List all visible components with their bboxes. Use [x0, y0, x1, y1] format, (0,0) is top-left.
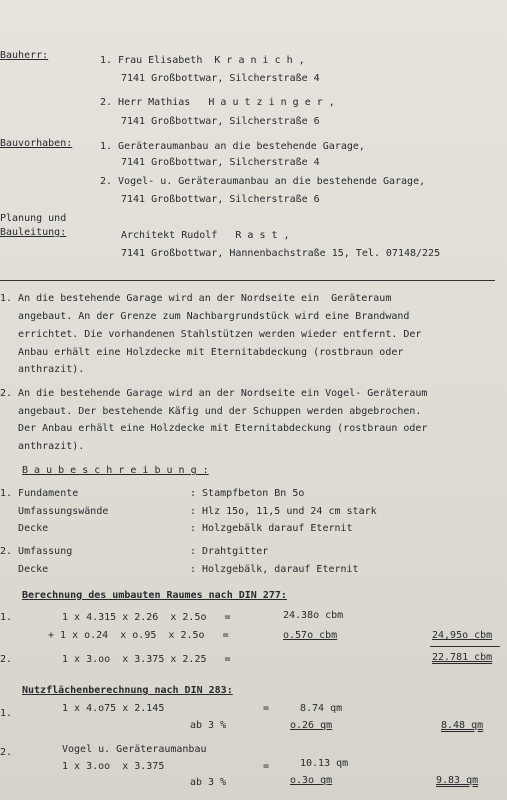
spec-label: Umfassungswände — [0, 506, 109, 517]
bauvorhaben-1: 1. Geräteraumanbau an die bestehende Garage, — [100, 141, 365, 152]
bauvorhaben-2: 2. Vogel- u. Geräteraumanbau an die bestehende Garage, — [100, 176, 426, 187]
bauvorhaben-1-address: 7141 Großbottwar, Silcherstraße 4 — [121, 157, 320, 168]
baubeschreibung-title: B a u b e s c h r e i b u n g : — [22, 465, 209, 476]
paragraph-2-line: Der Anbau erhält eine Holzdecke mit Eternitabdeckung (rostbraun oder — [0, 423, 428, 434]
berechnung-formula: 1 x 4.315 x 2.26 x 2.5o = — [62, 612, 231, 623]
architect-address: 7141 Großbottwar, Hannenbachstraße 15, Tel. 07148/225 — [121, 248, 441, 259]
planung-label: Planung und — [0, 213, 67, 224]
nutzflaeche-description: Vogel u. Geräteraumanbau — [62, 744, 207, 755]
spec-label: Decke — [0, 523, 49, 534]
berechnung-title: Berechnung des umbauten Raumes nach DIN 277: — [22, 590, 287, 601]
paragraph-1-line: anthrazit). — [0, 364, 85, 375]
architect-name: Architekt Rudolf R a s t , — [121, 230, 290, 241]
berechnung-formula: + 1 x o.24 x o.95 x 2.5o = — [48, 630, 229, 641]
nutzflaeche-deduction: o.3o qm — [290, 775, 333, 786]
berechnung-total: 24,95o cbm — [432, 630, 493, 641]
section-divider — [0, 280, 495, 281]
nutzflaeche-formula: 1 x 4.o75 x 2.145 — [62, 703, 165, 714]
paragraph-1-line: angebaut. An der Grenze zum Nachbargrundstück wird eine Brandwand — [0, 311, 410, 322]
berechnung-value: 24.38o cbm — [283, 610, 344, 621]
berechnung-formula: 1 x 3.oo x 3.375 x 2.25 = — [62, 654, 231, 665]
bauleitung-label: Bauleitung: — [0, 227, 67, 238]
nutzflaeche-value: 8.74 qm — [300, 703, 343, 714]
spec-value: : Drahtgitter — [190, 546, 269, 557]
spec-label: Decke — [0, 564, 49, 575]
nutzflaeche-total: 8.48 qm — [441, 720, 484, 731]
spec-value: : Holzgebälk, darauf Eternit — [190, 564, 359, 575]
bauherr-1-name: 1. Frau Elisabeth K r a n i c h , — [100, 55, 305, 66]
bauvorhaben-label: Bauvorhaben: — [0, 138, 73, 149]
nutzflaeche-title: Nutzflächenberechnung nach DIN 283: — [22, 685, 233, 696]
spec-value: : Holzgebälk darauf Eternit — [190, 523, 353, 534]
berechnung-total: 22.781 cbm — [432, 652, 493, 663]
bauherr-2-name: 2. Herr Mathias H a u t z i n g e r , — [100, 97, 335, 108]
paragraph-1-line: 1. An die bestehende Garage wird an der Nordseite ein Geräteraum — [0, 293, 392, 304]
paragraph-1-line: errichtet. Die vorhandenen Stahlstützen werden wieder entfernt. Der — [0, 329, 422, 340]
nutzflaeche-number: 1. — [0, 708, 13, 719]
spec-value: : Hlz 15o, 11,5 und 24 cm stark — [190, 506, 377, 517]
bauherr-2-address: 7141 Großbottwar, Silcherstraße 6 — [121, 116, 320, 127]
nutzflaeche-formula: 1 x 3.oo x 3.375 — [62, 761, 165, 772]
paragraph-2-line: anthrazit). — [0, 441, 85, 452]
nutzflaeche-equals: = — [263, 703, 270, 714]
spec-label: 1. Fundamente — [0, 488, 79, 499]
nutzflaeche-total: 9.83 qm — [436, 775, 479, 786]
nutzflaeche-number: 2. — [0, 747, 13, 758]
spec-value: : Stampfbeton Bn 5o — [190, 488, 305, 499]
bauherr-1-address: 7141 Großbottwar, Silcherstraße 4 — [121, 73, 320, 84]
paragraph-2-line: angebaut. Der bestehende Käfig und der Schuppen werden abgebrochen. — [0, 406, 422, 417]
berechnung-number: 1. — [0, 612, 13, 623]
nutzflaeche-equals: = — [263, 761, 270, 772]
nutzflaeche-deduction-label: ab 3 % — [190, 777, 227, 788]
paragraph-2-line: 2. An die bestehende Garage wird an der Nordseite ein Vogel- Geräteraum — [0, 388, 428, 399]
nutzflaeche-deduction-label: ab 3 % — [190, 720, 227, 731]
paragraph-1-line: Anbau erhält eine Holzdecke mit Eternitabdeckung (rostbraun oder — [0, 347, 404, 358]
nutzflaeche-value: 10.13 qm — [300, 758, 349, 769]
spec-label: 2. Umfassung — [0, 546, 73, 557]
berechnung-number: 2. — [0, 654, 13, 665]
bauherr-label: Bauherr: — [0, 50, 49, 61]
bauvorhaben-2-address: 7141 Großbottwar, Silcherstraße 6 — [121, 194, 320, 205]
berechnung-value: o.57o cbm — [283, 630, 338, 641]
nutzflaeche-deduction: o.26 qm — [290, 720, 333, 731]
total-rule — [430, 646, 500, 647]
